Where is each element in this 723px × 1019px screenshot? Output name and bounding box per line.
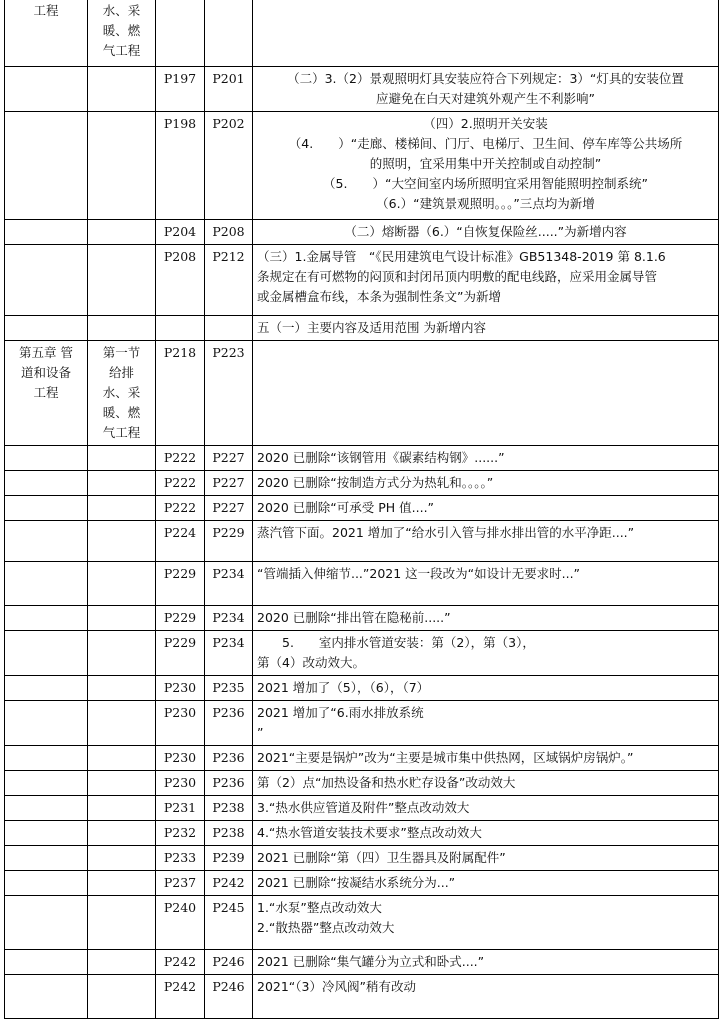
section-cell bbox=[88, 112, 156, 220]
old-page-cell-text: P240 bbox=[163, 900, 197, 915]
old-page-cell bbox=[156, 746, 205, 771]
content-line: （二）熔断器（6.）“自恢复保险丝.....”为新增内容 bbox=[344, 224, 627, 239]
new-page-cell bbox=[205, 871, 253, 896]
revision-table bbox=[4, 0, 719, 1019]
old-page-cell-text: P222 bbox=[163, 450, 197, 465]
old-page-cell bbox=[156, 821, 205, 846]
table-row bbox=[5, 746, 719, 771]
table-row bbox=[5, 562, 719, 606]
chapter-cell bbox=[5, 631, 88, 676]
chapter-cell bbox=[5, 821, 88, 846]
old-page-cell-text: P222 bbox=[163, 500, 197, 515]
content-line: 条规定在有可燃物的闷顶和封闭吊顶内明敷的配电线路，应采用金属导管 bbox=[257, 269, 658, 284]
content-line: 2021 已删除“集气罐分为立式和卧式....” bbox=[257, 954, 485, 969]
old-page-cell bbox=[156, 316, 205, 341]
old-page-cell bbox=[156, 0, 205, 67]
table-row bbox=[5, 631, 719, 676]
new-page-cell bbox=[205, 446, 253, 471]
new-page-cell-text: P227 bbox=[212, 500, 245, 515]
chapter-cell bbox=[5, 950, 88, 975]
old-page-cell bbox=[156, 846, 205, 871]
old-page-cell-text: P230 bbox=[163, 750, 197, 765]
new-page-cell-text: P234 bbox=[212, 566, 245, 581]
old-page-cell-text: P198 bbox=[163, 116, 197, 131]
section-cell bbox=[88, 950, 156, 975]
old-page-cell bbox=[156, 341, 205, 446]
content-cell bbox=[253, 220, 719, 245]
chapter-cell bbox=[5, 896, 88, 950]
section-cell bbox=[88, 606, 156, 631]
content-cell bbox=[253, 496, 719, 521]
content-cell bbox=[253, 846, 719, 871]
new-page-cell-text: P242 bbox=[212, 875, 245, 890]
content-cell bbox=[253, 112, 719, 220]
new-page-cell bbox=[205, 245, 253, 316]
content-line: 第（4）改动效大。 bbox=[257, 655, 365, 670]
old-page-cell bbox=[156, 220, 205, 245]
content-line: 2020 已删除“该钢管用《碳素结构钢》......” bbox=[257, 450, 505, 465]
chapter-cell bbox=[5, 316, 88, 341]
new-page-cell bbox=[205, 631, 253, 676]
chapter-cell bbox=[5, 701, 88, 746]
table-row bbox=[5, 0, 719, 67]
old-page-cell bbox=[156, 676, 205, 701]
old-page-cell-text: P232 bbox=[163, 825, 197, 840]
new-page-cell bbox=[205, 112, 253, 220]
new-page-cell-text: P223 bbox=[212, 345, 245, 360]
chapter-cell bbox=[5, 771, 88, 796]
table-row bbox=[5, 871, 719, 896]
chapter-cell bbox=[5, 0, 88, 67]
content-line: （三）1.金属导管 “《民用建筑电气设计标准》GB51348-2019 第 8.1.6 bbox=[257, 249, 666, 264]
new-page-cell-text: P229 bbox=[212, 525, 245, 540]
content-line: 应避免在白天对建筑外观产生不利影响” bbox=[376, 91, 595, 106]
table-row bbox=[5, 67, 719, 112]
chapter-cell-text: 工程 bbox=[33, 3, 59, 18]
content-cell bbox=[253, 771, 719, 796]
new-page-cell-text: P212 bbox=[212, 249, 245, 264]
section-cell bbox=[88, 846, 156, 871]
content-cell bbox=[253, 0, 719, 67]
old-page-cell-text: P233 bbox=[163, 850, 197, 865]
old-page-cell-text: P222 bbox=[163, 475, 197, 490]
new-page-cell bbox=[205, 771, 253, 796]
new-page-cell bbox=[205, 471, 253, 496]
section-cell bbox=[88, 496, 156, 521]
content-line: 2021 已删除“按凝结水系统分为...” bbox=[257, 875, 456, 890]
content-line: 的照明，宜采用集中开关控制或自动控制” bbox=[369, 156, 602, 171]
section-cell bbox=[88, 676, 156, 701]
table-row bbox=[5, 821, 719, 846]
chapter-cell bbox=[5, 676, 88, 701]
content-line: 第（2）点“加热设备和热水贮存设备”改动效大 bbox=[257, 775, 516, 790]
table-row bbox=[5, 341, 719, 446]
content-line: 2020 已删除“排出管在隐秘前.....” bbox=[257, 610, 451, 625]
new-page-cell bbox=[205, 975, 253, 1019]
section-cell bbox=[88, 896, 156, 950]
content-cell bbox=[253, 245, 719, 316]
old-page-cell bbox=[156, 67, 205, 112]
chapter-cell bbox=[5, 471, 88, 496]
section-cell-text: 第一节 给排 水、采 暖、燃 气工程 bbox=[102, 345, 141, 440]
chapter-cell bbox=[5, 871, 88, 896]
new-page-cell bbox=[205, 846, 253, 871]
content-line: 2021“主要是锅炉”改为“主要是城市集中供热网，区域锅炉房锅炉。” bbox=[257, 750, 634, 765]
new-page-cell-text: P236 bbox=[212, 750, 245, 765]
section-cell bbox=[88, 821, 156, 846]
old-page-cell bbox=[156, 975, 205, 1019]
new-page-cell bbox=[205, 0, 253, 67]
table-row bbox=[5, 521, 719, 562]
content-line: （4. ）“走廊、楼梯间、门厅、电梯厅、卫生间、停车库等公共场所 bbox=[288, 136, 683, 151]
new-page-cell bbox=[205, 796, 253, 821]
new-page-cell-text: P238 bbox=[212, 800, 245, 815]
content-line: （6.）“建筑景观照明。。。”三点均为新增 bbox=[376, 196, 595, 211]
old-page-cell bbox=[156, 606, 205, 631]
old-page-cell bbox=[156, 521, 205, 562]
old-page-cell bbox=[156, 245, 205, 316]
content-line: 或金属槽盒布线，本条为强制性条文”为新增 bbox=[257, 289, 501, 304]
section-cell bbox=[88, 521, 156, 562]
new-page-cell-text: P202 bbox=[212, 116, 245, 131]
old-page-cell bbox=[156, 796, 205, 821]
new-page-cell bbox=[205, 950, 253, 975]
new-page-cell bbox=[205, 316, 253, 341]
new-page-cell-text: P236 bbox=[212, 705, 245, 720]
content-cell bbox=[253, 796, 719, 821]
old-page-cell bbox=[156, 871, 205, 896]
old-page-cell-text: P218 bbox=[163, 345, 197, 360]
old-page-cell-text: P208 bbox=[163, 249, 197, 264]
new-page-cell bbox=[205, 67, 253, 112]
section-cell bbox=[88, 0, 156, 67]
new-page-cell bbox=[205, 220, 253, 245]
new-page-cell bbox=[205, 701, 253, 746]
section-cell bbox=[88, 746, 156, 771]
table-row bbox=[5, 896, 719, 950]
new-page-cell bbox=[205, 821, 253, 846]
table-row bbox=[5, 950, 719, 975]
content-cell bbox=[253, 67, 719, 112]
content-line: “管端插入伸缩节...”2021 这一段改为“如设计无要求时...” bbox=[257, 566, 581, 581]
old-page-cell-text: P230 bbox=[163, 775, 197, 790]
section-cell bbox=[88, 631, 156, 676]
content-cell bbox=[253, 446, 719, 471]
old-page-cell-text: P242 bbox=[163, 979, 197, 994]
new-page-cell bbox=[205, 896, 253, 950]
section-cell bbox=[88, 871, 156, 896]
section-cell bbox=[88, 701, 156, 746]
table-row bbox=[5, 220, 719, 245]
table-row bbox=[5, 975, 719, 1019]
new-page-cell-text: P238 bbox=[212, 825, 245, 840]
old-page-cell bbox=[156, 631, 205, 676]
content-cell bbox=[253, 562, 719, 606]
old-page-cell-text: P229 bbox=[163, 635, 197, 650]
old-page-cell-text: P197 bbox=[163, 71, 197, 86]
new-page-cell-text: P234 bbox=[212, 610, 245, 625]
new-page-cell-text: P236 bbox=[212, 775, 245, 790]
chapter-cell bbox=[5, 746, 88, 771]
content-line: 蒸汽管下面。2021 增加了“给水引入管与排水排出管的水平净距....” bbox=[257, 525, 635, 540]
chapter-cell bbox=[5, 245, 88, 316]
new-page-cell-text: P234 bbox=[212, 635, 245, 650]
new-page-cell bbox=[205, 746, 253, 771]
content-cell bbox=[253, 871, 719, 896]
section-cell bbox=[88, 316, 156, 341]
section-cell bbox=[88, 245, 156, 316]
new-page-cell-text: P227 bbox=[212, 475, 245, 490]
old-page-cell-text: P204 bbox=[163, 224, 197, 239]
chapter-cell bbox=[5, 112, 88, 220]
old-page-cell-text: P231 bbox=[163, 800, 197, 815]
content-line: 2021“（3）冷风阀”稍有改动 bbox=[257, 979, 416, 994]
section-cell bbox=[88, 471, 156, 496]
old-page-cell bbox=[156, 771, 205, 796]
chapter-cell bbox=[5, 846, 88, 871]
content-line: 五（一）主要内容及适用范围 为新增内容 bbox=[257, 320, 486, 335]
old-page-cell-text: P230 bbox=[163, 680, 197, 695]
content-cell bbox=[253, 701, 719, 746]
new-page-cell-text: P227 bbox=[212, 450, 245, 465]
content-cell bbox=[253, 746, 719, 771]
old-page-cell bbox=[156, 896, 205, 950]
table-row bbox=[5, 606, 719, 631]
old-page-cell-text: P224 bbox=[163, 525, 197, 540]
content-line: 2.“散热器”整点改动效大 bbox=[257, 920, 395, 935]
old-page-cell bbox=[156, 446, 205, 471]
table-row bbox=[5, 846, 719, 871]
content-line: ” bbox=[257, 725, 264, 740]
new-page-cell-text: P239 bbox=[212, 850, 245, 865]
old-page-cell-text: P229 bbox=[163, 566, 197, 581]
chapter-cell bbox=[5, 220, 88, 245]
old-page-cell bbox=[156, 496, 205, 521]
chapter-cell bbox=[5, 67, 88, 112]
chapter-cell bbox=[5, 446, 88, 471]
content-line: （二）3.（2）景观照明灯具安装应符合下列规定：3）“灯具的安装位置 bbox=[287, 71, 684, 86]
new-page-cell-text: P235 bbox=[212, 680, 245, 695]
content-line: 2020 已删除“可承受 PH 值....” bbox=[257, 500, 435, 515]
old-page-cell bbox=[156, 562, 205, 606]
section-cell bbox=[88, 220, 156, 245]
old-page-cell bbox=[156, 112, 205, 220]
content-line: 1.“水泵”整点改动效大 bbox=[257, 900, 382, 915]
new-page-cell bbox=[205, 676, 253, 701]
section-cell bbox=[88, 562, 156, 606]
chapter-cell bbox=[5, 562, 88, 606]
new-page-cell bbox=[205, 521, 253, 562]
section-cell-text: 水、采 暖、燃 气工程 bbox=[102, 3, 141, 58]
chapter-cell bbox=[5, 606, 88, 631]
revision-table-body bbox=[5, 0, 719, 1019]
old-page-cell-text: P229 bbox=[163, 610, 197, 625]
content-line: 2021 增加了“6.雨水排放系统 bbox=[257, 705, 424, 720]
new-page-cell-text: P245 bbox=[212, 900, 245, 915]
new-page-cell bbox=[205, 606, 253, 631]
new-page-cell bbox=[205, 341, 253, 446]
section-cell bbox=[88, 796, 156, 821]
content-cell bbox=[253, 896, 719, 950]
table-row bbox=[5, 471, 719, 496]
content-cell bbox=[253, 341, 719, 446]
content-cell bbox=[253, 975, 719, 1019]
content-cell bbox=[253, 821, 719, 846]
old-page-cell bbox=[156, 471, 205, 496]
old-page-cell bbox=[156, 950, 205, 975]
table-row bbox=[5, 245, 719, 316]
section-cell bbox=[88, 771, 156, 796]
content-line: （5. ）“大空间室内场所照明宜采用智能照明控制系统” bbox=[323, 176, 648, 191]
content-cell bbox=[253, 606, 719, 631]
content-cell bbox=[253, 471, 719, 496]
table-row bbox=[5, 676, 719, 701]
content-cell bbox=[253, 676, 719, 701]
table-row bbox=[5, 796, 719, 821]
new-page-cell-text: P208 bbox=[212, 224, 245, 239]
content-cell bbox=[253, 950, 719, 975]
content-cell bbox=[253, 631, 719, 676]
section-cell bbox=[88, 341, 156, 446]
old-page-cell bbox=[156, 701, 205, 746]
table-row bbox=[5, 112, 719, 220]
new-page-cell bbox=[205, 496, 253, 521]
chapter-cell bbox=[5, 496, 88, 521]
content-line: 2021 已删除“第（四）卫生器具及附属配件” bbox=[257, 850, 506, 865]
new-page-cell-text: P201 bbox=[212, 71, 245, 86]
content-line: （四）2.照明开关安装 bbox=[423, 116, 548, 131]
content-cell bbox=[253, 521, 719, 562]
table-row bbox=[5, 446, 719, 471]
content-cell bbox=[253, 316, 719, 341]
section-cell bbox=[88, 67, 156, 112]
chapter-cell bbox=[5, 796, 88, 821]
chapter-cell bbox=[5, 975, 88, 1019]
content-line: 5. 室内排水管道安装：第（2），第（3）， bbox=[257, 635, 535, 650]
chapter-cell bbox=[5, 521, 88, 562]
table-row bbox=[5, 496, 719, 521]
content-line: 2020 已删除“按制造方式分为热轧和。。。。” bbox=[257, 475, 494, 490]
old-page-cell-text: P242 bbox=[163, 954, 197, 969]
old-page-cell-text: P237 bbox=[163, 875, 197, 890]
section-cell bbox=[88, 446, 156, 471]
content-line: 4.“热水管道安装技术要求”整点改动效大 bbox=[257, 825, 482, 840]
content-line: 3.“热水供应管道及附件”整点改动效大 bbox=[257, 800, 470, 815]
table-row bbox=[5, 701, 719, 746]
table-row bbox=[5, 316, 719, 341]
old-page-cell-text: P230 bbox=[163, 705, 197, 720]
section-cell bbox=[88, 975, 156, 1019]
content-line: 2021 增加了（5），（6），（7） bbox=[257, 680, 430, 695]
new-page-cell-text: P246 bbox=[212, 979, 245, 994]
new-page-cell bbox=[205, 562, 253, 606]
chapter-cell bbox=[5, 341, 88, 446]
table-row bbox=[5, 771, 719, 796]
chapter-cell-text: 第五章 管 道和设备 工程 bbox=[19, 345, 73, 400]
new-page-cell-text: P246 bbox=[212, 954, 245, 969]
